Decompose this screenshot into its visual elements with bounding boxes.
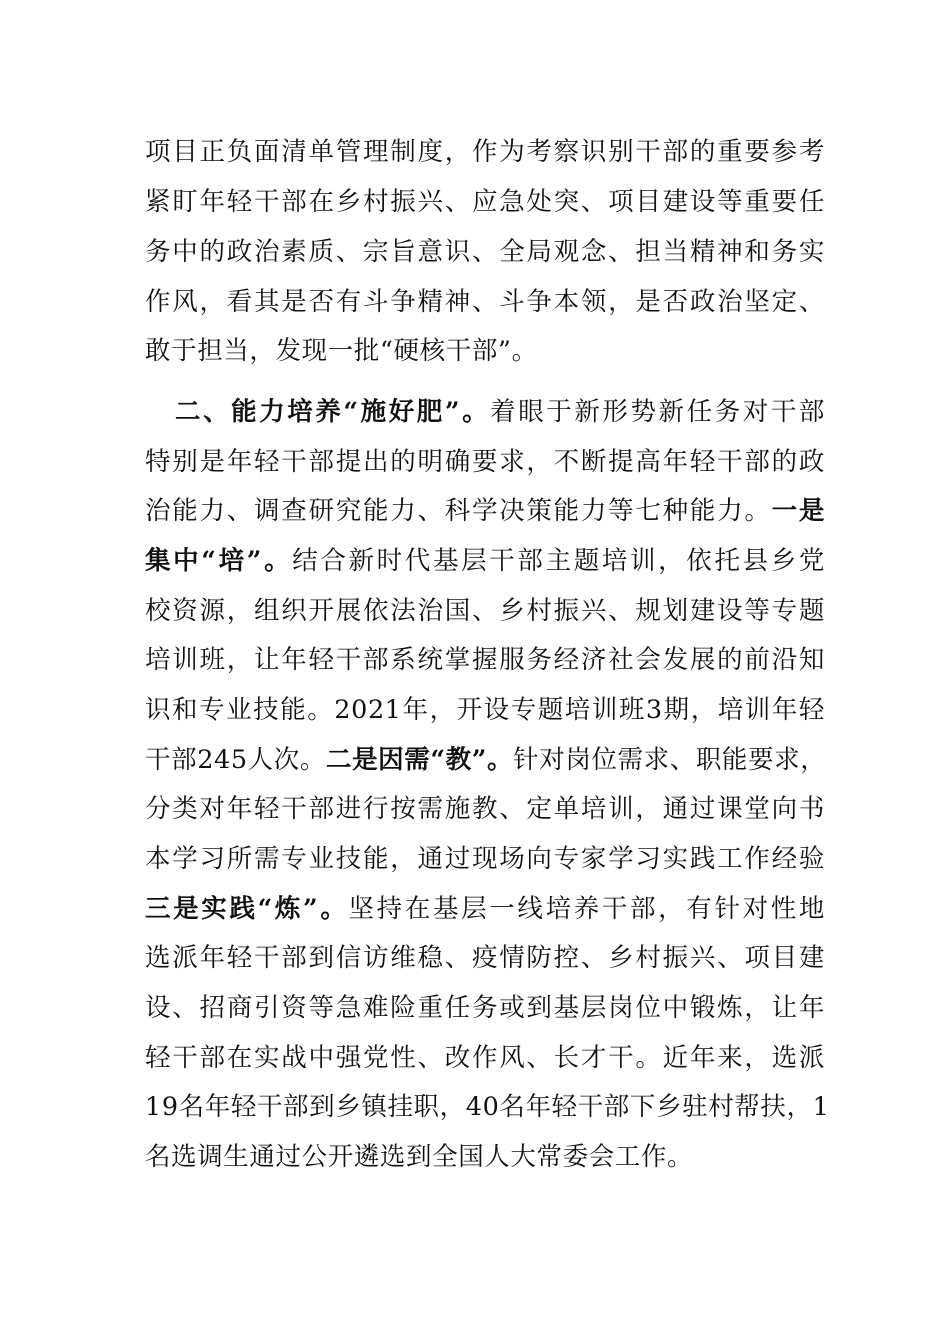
text-span: 针对岗位需求、职能要求， [513, 745, 827, 775]
paragraph2-line-3 [145, 491, 825, 531]
paragraph2-line-6: 培训班，让年轻干部系统掌握服务经济社会发展的前沿知 [145, 645, 825, 675]
bold-span: 二是因需“教”。 [325, 745, 514, 775]
paragraph2-line-10: 本学习所需专业技能，通过现场向专家学习实践工作经验 [145, 844, 825, 874]
paragraph2-line-16: 名选调生通过公开遴选到全国人大常委会工作。 [145, 1142, 694, 1172]
paragraph2-line-1 [175, 392, 825, 432]
text-span: 干部245人次。 [145, 745, 326, 775]
paragraph1-line-1: 项目正负面清单管理制度，作为考察识别干部的重要参考 [145, 137, 825, 167]
bold-span: 三是实践“炼”。 [145, 894, 349, 924]
paragraph2-line-12: 选派年轻干部到信访维稳、疫情防控、乡村振兴、项目建 [145, 943, 825, 973]
paragraph1-line-4: 作风，看其是否有斗争精神、斗争本领，是否政治坚定、 [145, 287, 825, 317]
paragraph2-line-9: 分类对年轻干部进行按需施教、定单培训，通过课堂向书 [145, 794, 825, 824]
paragraph2-line-7: 识和专业技能。2021年，开设专题培训班3期，培训年轻 [145, 695, 825, 725]
bold-span: 集中“培”。 [145, 546, 293, 576]
paragraph2-line-8 [145, 740, 825, 780]
paragraph2-line-4 [145, 541, 825, 581]
paragraph2-line-14: 轻干部在实战中强党性、改作风、长才干。近年来，选派 [145, 1043, 825, 1073]
text-span: 坚持在基层一线培养干部，有针对性地 [348, 894, 826, 924]
text-span: 结合新时代基层干部主题培训，依托县乡党 [292, 546, 826, 576]
paragraph2-line-11 [145, 889, 825, 929]
paragraph1-line-5: 敢于担当，发现一批“硬核干部”。 [145, 336, 538, 366]
text-span: 治能力、调查研究能力、科学决策能力等七种能力。 [145, 496, 772, 526]
paragraph2-line-15: 19名年轻干部到乡镇挂职，40名年轻干部下乡驻村帮扶，1 [145, 1092, 830, 1122]
paragraph1-line-3: 务中的政治素质、宗旨意识、全局观念、担当精神和务实 [145, 237, 825, 267]
paragraph2-line-13: 设、招商引资等急难险重任务或到基层岗位中锻炼，让年 [145, 993, 825, 1023]
section-heading: 二、能力培养“施好肥”。 [175, 397, 491, 427]
paragraph2-line-2: 特别是年轻干部提出的明确要求，不断提高年轻干部的政 [145, 447, 825, 477]
paragraph2-line-5: 校资源，组织开展依法治国、乡村振兴、规划建设等专题 [145, 596, 825, 626]
text-span: 着眼于新形势新任务对干部 [490, 397, 825, 427]
bold-span: 一是 [771, 496, 825, 526]
paragraph1-line-2: 紧盯年轻干部在乡村振兴、应急处突、项目建设等重要任 [145, 187, 825, 217]
